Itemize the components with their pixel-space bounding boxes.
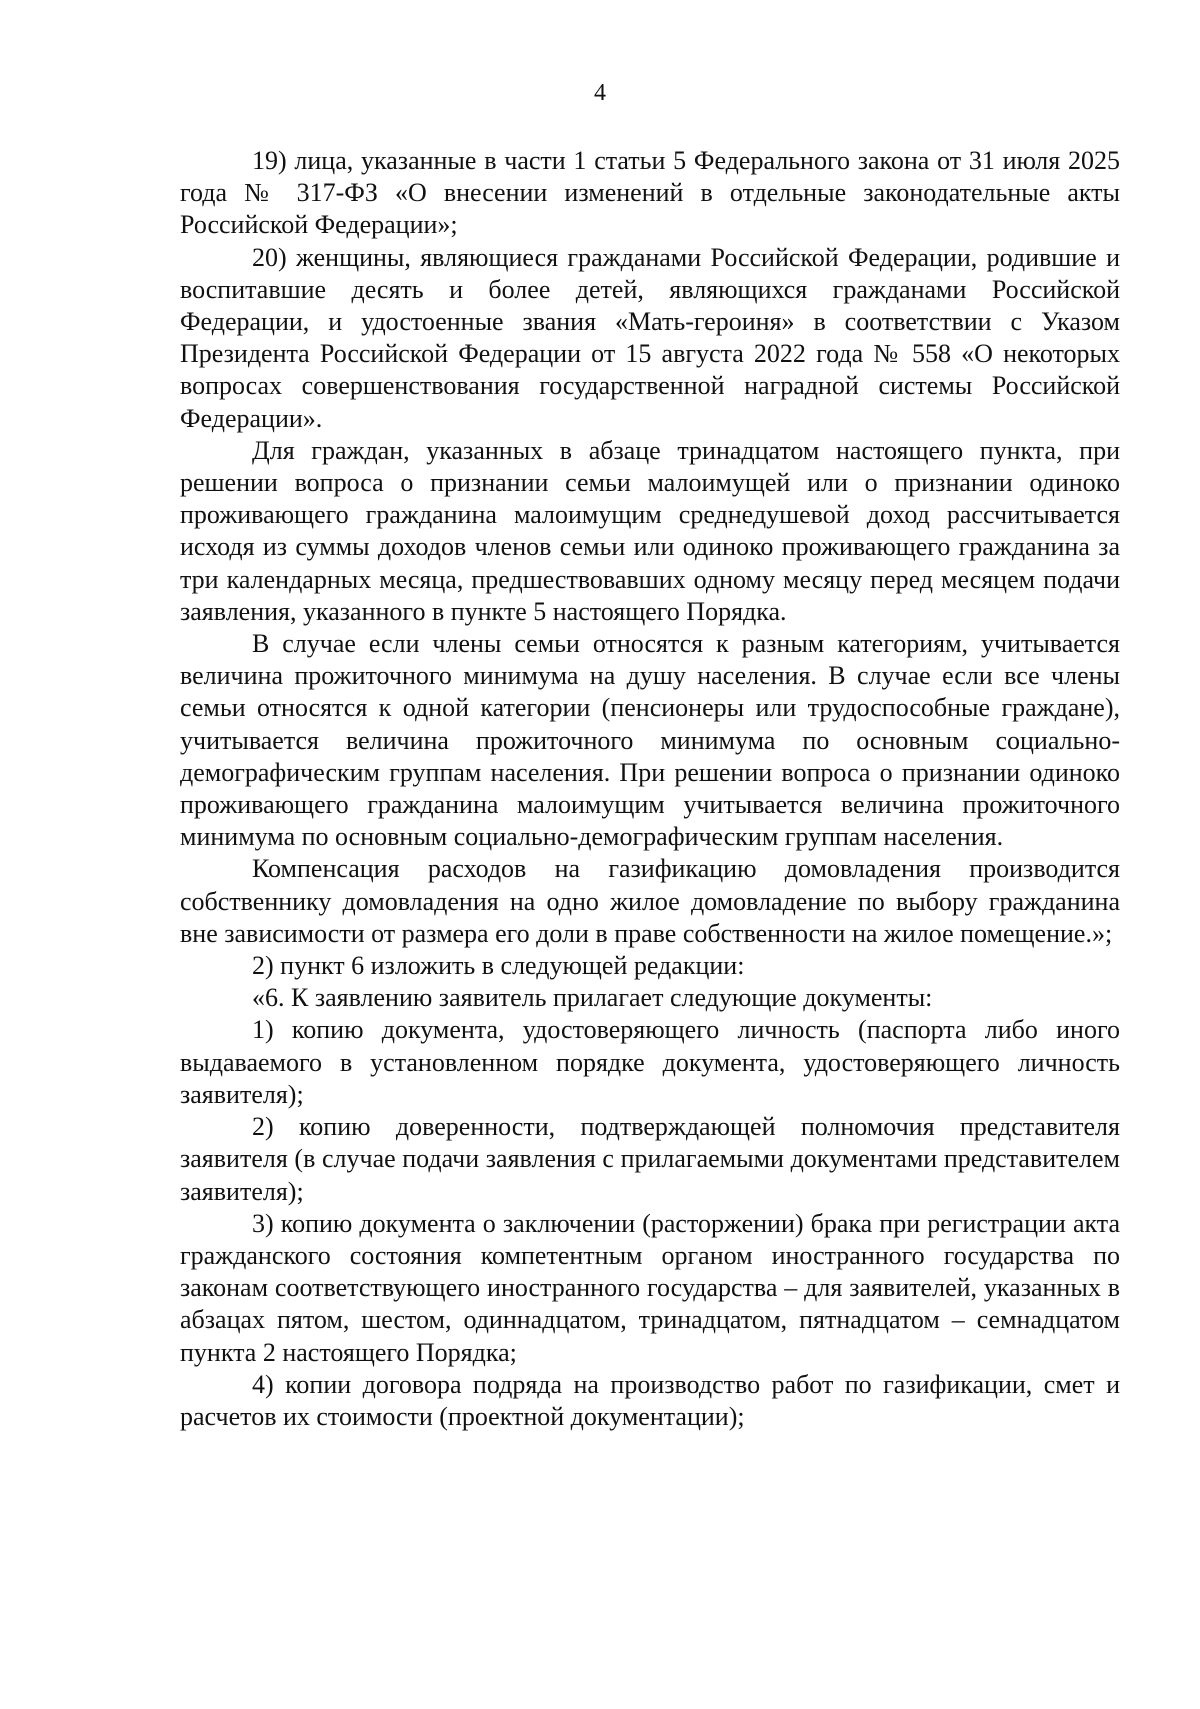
document-body (180, 145, 1120, 1433)
paragraph-income-calculation: Для граждан, указанных в абзаце тринадцатом настоящего пункта, при решении вопроса о признании семьи малоимущей или о признании одиноко проживающего гражданина малоимущим среднедушевой доход рассчитывается исходя из суммы доходов членов семьи или одиноко проживающего гражданина за три календарных месяца, предшествовавших одному месяцу перед месяцем подачи заявления, указанного в пункте 5 настоящего Порядка. (180, 435, 1120, 626)
paragraph-item-20: 20) женщины, являющиеся гражданами Российской Федерации, родившие и воспитавшие десять и более детей, являющихся гражданами Российской Федерации, и удостоенные звания «Мать-героиня» в соответствии с Указом Президента Российской Федерации от 15 августа 2022 года № 558 «О некоторых вопросах совершенствования государственной наградной системы Российской Федерации». (180, 242, 1120, 433)
paragraph-item-19: 19) лица, указанные в части 1 статьи 5 Федерального закона от 31 июля 2025 года № 317-ФЗ «О внесении изменений в отдельные законодательные акты Российской Федерации»; (180, 146, 1120, 240)
list-item-4-contract-copies: 4) копии договора подряда на производство работ по газификации, смет и расчетов их стоимости (проектной документации); (180, 1369, 1120, 1431)
paragraph-amendment-point-6: 2) пункт 6 изложить в следующей редакции: (252, 951, 745, 981)
page-number: 4 (594, 80, 606, 106)
list-item-3-marriage-document: 3) копию документа о заключении (расторжении) брака при регистрации акта гражданского состояния компетентным органом иностранного государства по законам соответствующего иностранного государства – для заявителей, указанных в абзацах пятом, шестом, одиннадцатом, тринадцатом, пятнадцатом – семнадцатом пункта 2 настоящего Порядка; (180, 1208, 1120, 1367)
paragraph-subsistence-minimum: В случае если члены семьи относятся к разным категориям, учитывается величина прожиточного минимума на душу населения. В случае если все члены семьи относятся к одной категории (пенсионеры или трудоспособные граждане), учитывается величина прожиточного минимума по основным социально-демографическим группам населения. При решении вопроса о признании одиноко проживающего гражданина малоимущим учитывается величина прожиточного минимума по основным социально-демографическим группам населения. (180, 629, 1120, 852)
list-item-2-power-of-attorney: 2) копию доверенности, подтверждающей полномочия представителя заявителя (в случае подачи заявления с прилагаемыми документами представителем заявителя); (180, 1112, 1120, 1206)
paragraph-point-6-intro: «6. К заявлению заявитель прилагает следующие документы: (252, 983, 933, 1013)
paragraph-compensation: Компенсация расходов на газификацию домовладения производится собственнику домовладения на одно жилое домовладение по выбору гражданина вне зависимости от размера его доли в праве собственности на жилое помещение.»; (180, 854, 1120, 948)
list-item-1-identity-document: 1) копию документа, удостоверяющего личность (паспорта либо иного выдаваемого в установленном порядке документа, удостоверяющего личность заявителя); (180, 1015, 1120, 1109)
